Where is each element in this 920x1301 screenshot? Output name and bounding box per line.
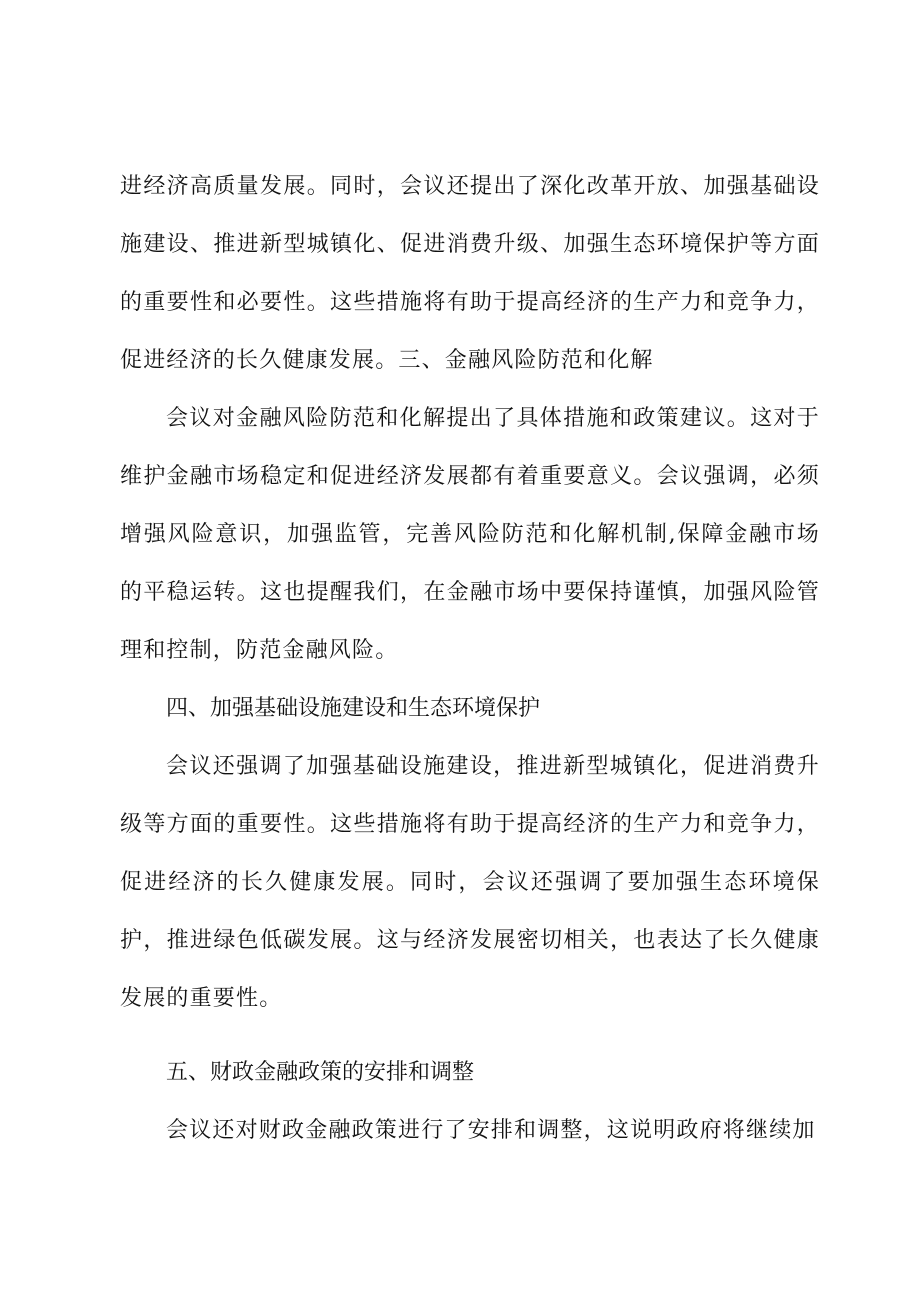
paragraph-fiscal-policy: 会议还对财政金融政策进行了安排和调整，这说明政府将继续加 (166, 1118, 816, 1143)
paragraph-financial-risk: 会议对金融风险防范和化解提出了具体措施和政策建议。这对于维护金融市场稳定和促进经济发展都有着重要意义。会议强调，必须增强风险意识，加强监管，完善风险防范和化解机制,保障金融市场的平稳运转。这也提醒我们，在金融市场中要保持谨慎，加强风险管理和控制，防范金融风险。 (120, 406, 820, 663)
paragraph-infrastructure: 会议还强调了加强基础设施建设，推进新型城镇化，促进消费升级等方面的重要性。这些措施将有助于提高经济的生产力和竞争力，促进经济的长久健康发展。同时，会议还强调了要加强生态环境保护，推进绿色低碳发展。这与经济发展密切相关，也表达了长久健康发展的重要性。 (120, 754, 820, 1011)
paragraph-continuation: 进经济高质量发展。同时，会议还提出了深化改革开放、加强基础设施建设、推进新型城镇化、促进消费升级、加强生态环境保护等方面的重要性和必要性。这些措施将有助于提高经济的生产力和竞争力，促进经济的长久健康发展。三、金融风险防范和化解 (120, 174, 820, 373)
section-heading-5: 五、财政金融政策的安排和调整 (166, 1060, 475, 1085)
document-body (120, 158, 820, 1160)
section-heading-4: 四、加强基础设施建设和生态环境保护 (166, 696, 541, 721)
